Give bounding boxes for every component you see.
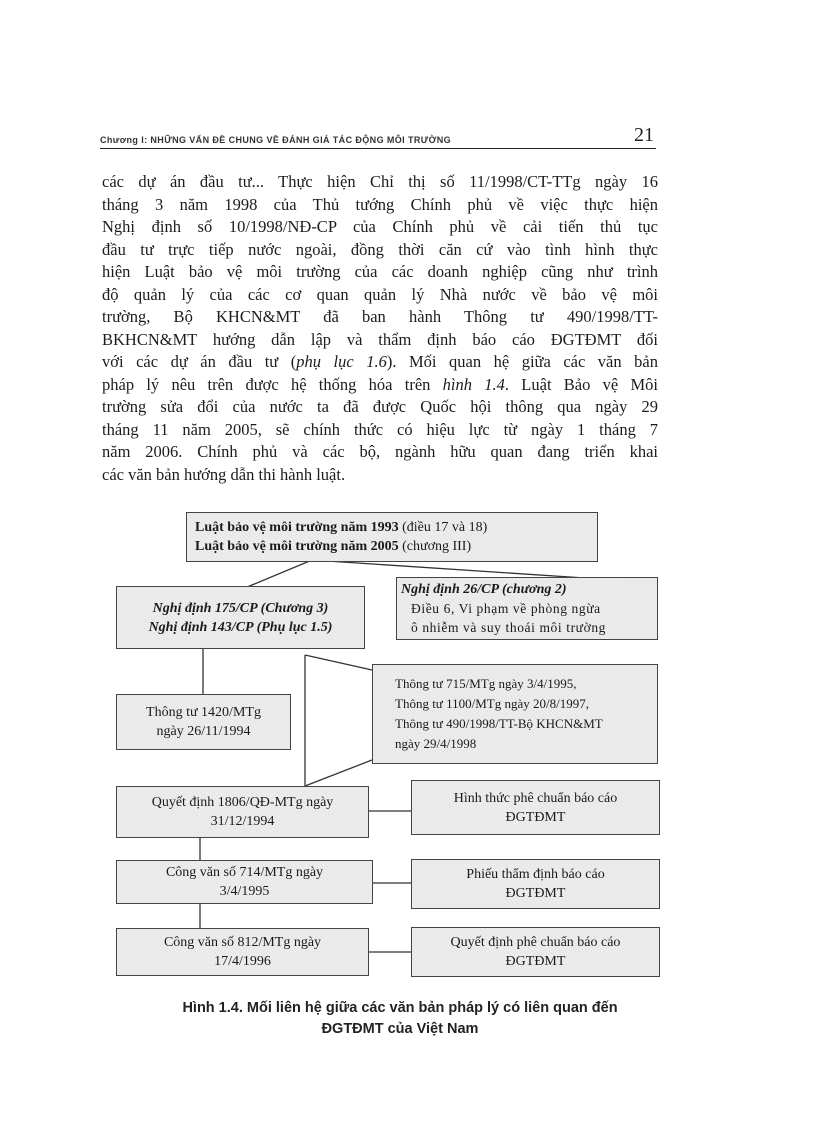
- text-line: BKHCN&MT hướng dẫn lập và thẩm định báo cáo ĐGTĐMT đối: [102, 329, 658, 349]
- circular-1100: Thông tư 1100/MTg ngày 20/8/1997,: [395, 696, 589, 711]
- text-line: các dự án đầu tư... Thực hiện Chỉ thị số 11/1998/CT-TTg ngày 16: [102, 172, 658, 191]
- approval-decision-report: ĐGTĐMT: [505, 954, 566, 969]
- text-line: tháng 11 năm 2005, sẽ chính thức có hiệu lực từ ngày 1 tháng 7: [102, 419, 658, 439]
- dispatch-714-box: [116, 860, 373, 904]
- law-1993-articles: (điều 17 và 18): [398, 520, 488, 535]
- text-line-with-reference: [102, 374, 658, 397]
- appendix-reference: phụ lục 1.6: [296, 352, 387, 371]
- dispatch-714-label: Công văn số 714/MTg ngày: [165, 865, 324, 880]
- text-line: đầu tư trực tiếp nước ngoài, đồng thời căn cứ vào tình hình thực: [102, 239, 658, 259]
- law-box: [186, 512, 598, 562]
- text-line: Nghị định số 10/1998/NĐ-CP của Chính phủ về cải tiến thủ tục: [102, 217, 658, 236]
- decree-175-label: Nghị định 175/CP (Chương 3): [152, 600, 329, 616]
- circular-490: Thông tư 490/1998/TT-Bộ KHCN&MT: [395, 716, 603, 731]
- approval-form-report: ĐGTĐMT: [505, 809, 566, 825]
- connector-law-to-right-decree: [312, 560, 585, 578]
- decree-26-title: Nghị định 26/CP (chương 2): [401, 582, 567, 597]
- decree-26-article: Điều 6, Vi phạm về phòng ngừa: [411, 601, 601, 616]
- text-segment: ). Mối quan hệ giữa các văn bản: [386, 352, 658, 371]
- text-line: các văn bản hướng dẫn thi hành luật.: [102, 464, 346, 484]
- circulars-box: [372, 664, 658, 764]
- law-2005-title: Luật bảo vệ môi trường năm 2005: [195, 539, 399, 554]
- text-segment: pháp lý nêu trên được hệ thống hóa trên: [102, 374, 443, 394]
- law-2005-chapter: (chương III): [398, 539, 472, 554]
- page-header: [100, 122, 656, 149]
- text-line: hiện Luật bảo vệ môi trường của các doanh nghiệp cũng như trình: [102, 262, 658, 281]
- decision-1806-label: Quyết định 1806/QĐ-MTg ngày: [151, 795, 334, 810]
- dispatch-812-box: [116, 928, 369, 976]
- text-segment: với các dự án đầu tư (: [102, 352, 297, 371]
- appraisal-form-label: Phiếu thẩm định báo cáo: [466, 867, 605, 882]
- decision-1806-box: [116, 786, 369, 838]
- approval-decision-label: Quyết định phê chuẩn báo cáo: [450, 935, 621, 950]
- approval-form-box: [411, 780, 660, 835]
- caption-line-1: Hình 1.4. Mối liên hệ giữa các văn bản pháp lý có liên quan đến: [182, 1000, 618, 1016]
- text-line-with-reference: [102, 351, 658, 374]
- page-number: 21: [634, 124, 654, 146]
- circular-1420-date: ngày 26/11/1994: [156, 724, 251, 739]
- text-line: năm 2006. Chính phủ và các bộ, ngành hữu quan đang triển khai: [102, 442, 658, 461]
- text-line: trường sửa đổi của nước ta đã được Quốc hội thông qua ngày 29: [102, 397, 658, 416]
- chapter-title: Chương I: NHỮNG VẤN ĐỀ CHUNG VỀ ĐÁNH GIÁ TÁC ĐỘNG MÔI TRƯỜNG: [100, 135, 452, 145]
- approval-decision-box: [411, 927, 660, 977]
- figure-reference: hình 1.4: [442, 374, 505, 394]
- decree-143-label: Nghị định 143/CP (Phụ lục 1.5): [148, 619, 333, 635]
- figure-caption: [100, 998, 700, 1040]
- text-line: trường, Bộ KHCN&MT đã ban hành Thông tư 490/1998/TT-: [102, 307, 658, 326]
- decision-1806-date: 31/12/1994: [210, 814, 275, 829]
- dispatch-812-date: 17/4/1996: [214, 954, 271, 969]
- text-line: tháng 3 năm 1998 của Thủ tướng Chính phủ về việc thực hiện: [102, 194, 658, 214]
- dispatch-714-date: 3/4/1995: [219, 884, 270, 899]
- circular-1420-box: [116, 694, 291, 750]
- decree-175-143-box: [116, 586, 365, 649]
- appraisal-form-report: ĐGTĐMT: [505, 886, 566, 901]
- approval-form-label: Hình thức phê chuẩn báo cáo: [453, 790, 618, 806]
- law-line-2: [195, 537, 471, 556]
- caption-line-2: ĐGTĐMT của Việt Nam: [321, 1021, 479, 1037]
- decree-26-box: [396, 577, 658, 640]
- law-1993-title: Luật bảo vệ môi trường năm 1993: [195, 520, 399, 535]
- circular-715: Thông tư 715/MTg ngày 3/4/1995,: [395, 676, 577, 691]
- text-line: độ quản lý của các cơ quan quản lý Nhà nước về bảo vệ môi: [102, 284, 658, 304]
- appraisal-form-box: [411, 859, 660, 909]
- circular-1420-label: Thông tư 1420/MTg: [146, 705, 261, 720]
- connector-trapezoid-top: [305, 655, 372, 670]
- law-line-1: [195, 518, 487, 537]
- text-segment: . Luật Bảo vệ Môi: [504, 374, 658, 394]
- circular-490-date: ngày 29/4/1998: [395, 736, 477, 751]
- decree-26-violation: ô nhiễm và suy thoái môi trường: [411, 620, 607, 635]
- connector-trapezoid-bottom: [305, 760, 372, 786]
- body-paragraph: [102, 171, 658, 486]
- dispatch-812-label: Công văn số 812/MTg ngày: [163, 935, 322, 950]
